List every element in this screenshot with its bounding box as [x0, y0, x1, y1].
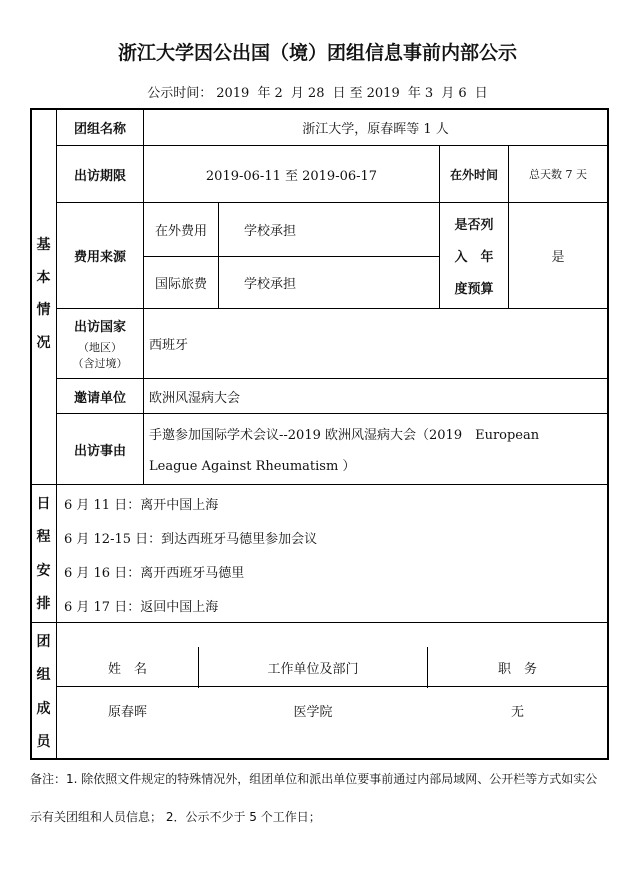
- abroad-time-label: 在外时间: [449, 167, 498, 182]
- country-label: 出访国家 （地区） （含过境）: [72, 320, 128, 370]
- members-header-name: 姓 名: [107, 661, 147, 677]
- funding-label: 费用来源: [73, 250, 126, 265]
- group-name-label: 团组名称: [73, 121, 126, 137]
- members-header-unit: 工作单位及部门: [267, 661, 359, 677]
- inviter-value: 欧洲风湿病大会: [149, 390, 241, 406]
- reason-label: 出访事由: [73, 443, 126, 459]
- schedule-item: 6 月 12-15 日：到达西班牙马德里参加会议: [64, 531, 318, 547]
- budget-answer: 是: [551, 250, 565, 265]
- schedule-item: 6 月 17 日：返回中国上海: [64, 599, 219, 615]
- schedule-item: 6 月 11 日：离开中国上海: [64, 497, 219, 513]
- intl-travel-value: 学校承担: [244, 277, 297, 292]
- member-name: 原春晖: [107, 704, 147, 720]
- period-label: 出访期限: [73, 168, 126, 184]
- schedule-item: 6 月 16 日：离开西班牙马德里: [64, 565, 245, 581]
- inviter-label: 邀请单位: [73, 390, 126, 406]
- members-header-position: 职 务: [497, 661, 537, 677]
- intl-travel-label: 国际旅费: [154, 277, 207, 292]
- budget-question: 是否列 入 年 度预算: [454, 217, 494, 298]
- group-name-value: 浙江大学，原春晖等 1 人: [302, 121, 449, 137]
- member-unit: 医学院: [293, 704, 333, 720]
- notes-line-2: 示有关团组和人员信息； 2．公示不少于 5 个工作日；: [30, 810, 321, 824]
- notes-line-1: 备注：1. 除依照文件规定的特殊情况外，组团单位和派出单位要事前通过内部局域网、公开栏等方式如实公: [30, 772, 598, 786]
- total-days-value: 总天数 7 天: [529, 168, 587, 181]
- publicity-period: 公示时间： 2019 年 2 月 28 日 至 2019 年 3 月 6 日: [147, 86, 488, 101]
- abroad-cost-label: 在外费用: [154, 224, 207, 239]
- page-title: 浙江大学因公出国（境）团组信息事前内部公示: [117, 42, 517, 64]
- country-value: 西班牙: [149, 338, 189, 353]
- section-schedule-label: 日 程 安 排: [36, 495, 51, 613]
- section-members-label: 团 组 成 员: [36, 633, 51, 751]
- section-basic-label: 基 本 情 况: [36, 237, 51, 351]
- member-position: 无: [510, 704, 524, 720]
- abroad-cost-value: 学校承担: [244, 224, 297, 239]
- period-value: 2019-06-11 至 2019-06-17: [205, 168, 378, 184]
- reason-value: 手邀参加国际学术会议--2019 欧洲风湿病大会（2019 European League Against Rheumatism ）: [149, 428, 540, 474]
